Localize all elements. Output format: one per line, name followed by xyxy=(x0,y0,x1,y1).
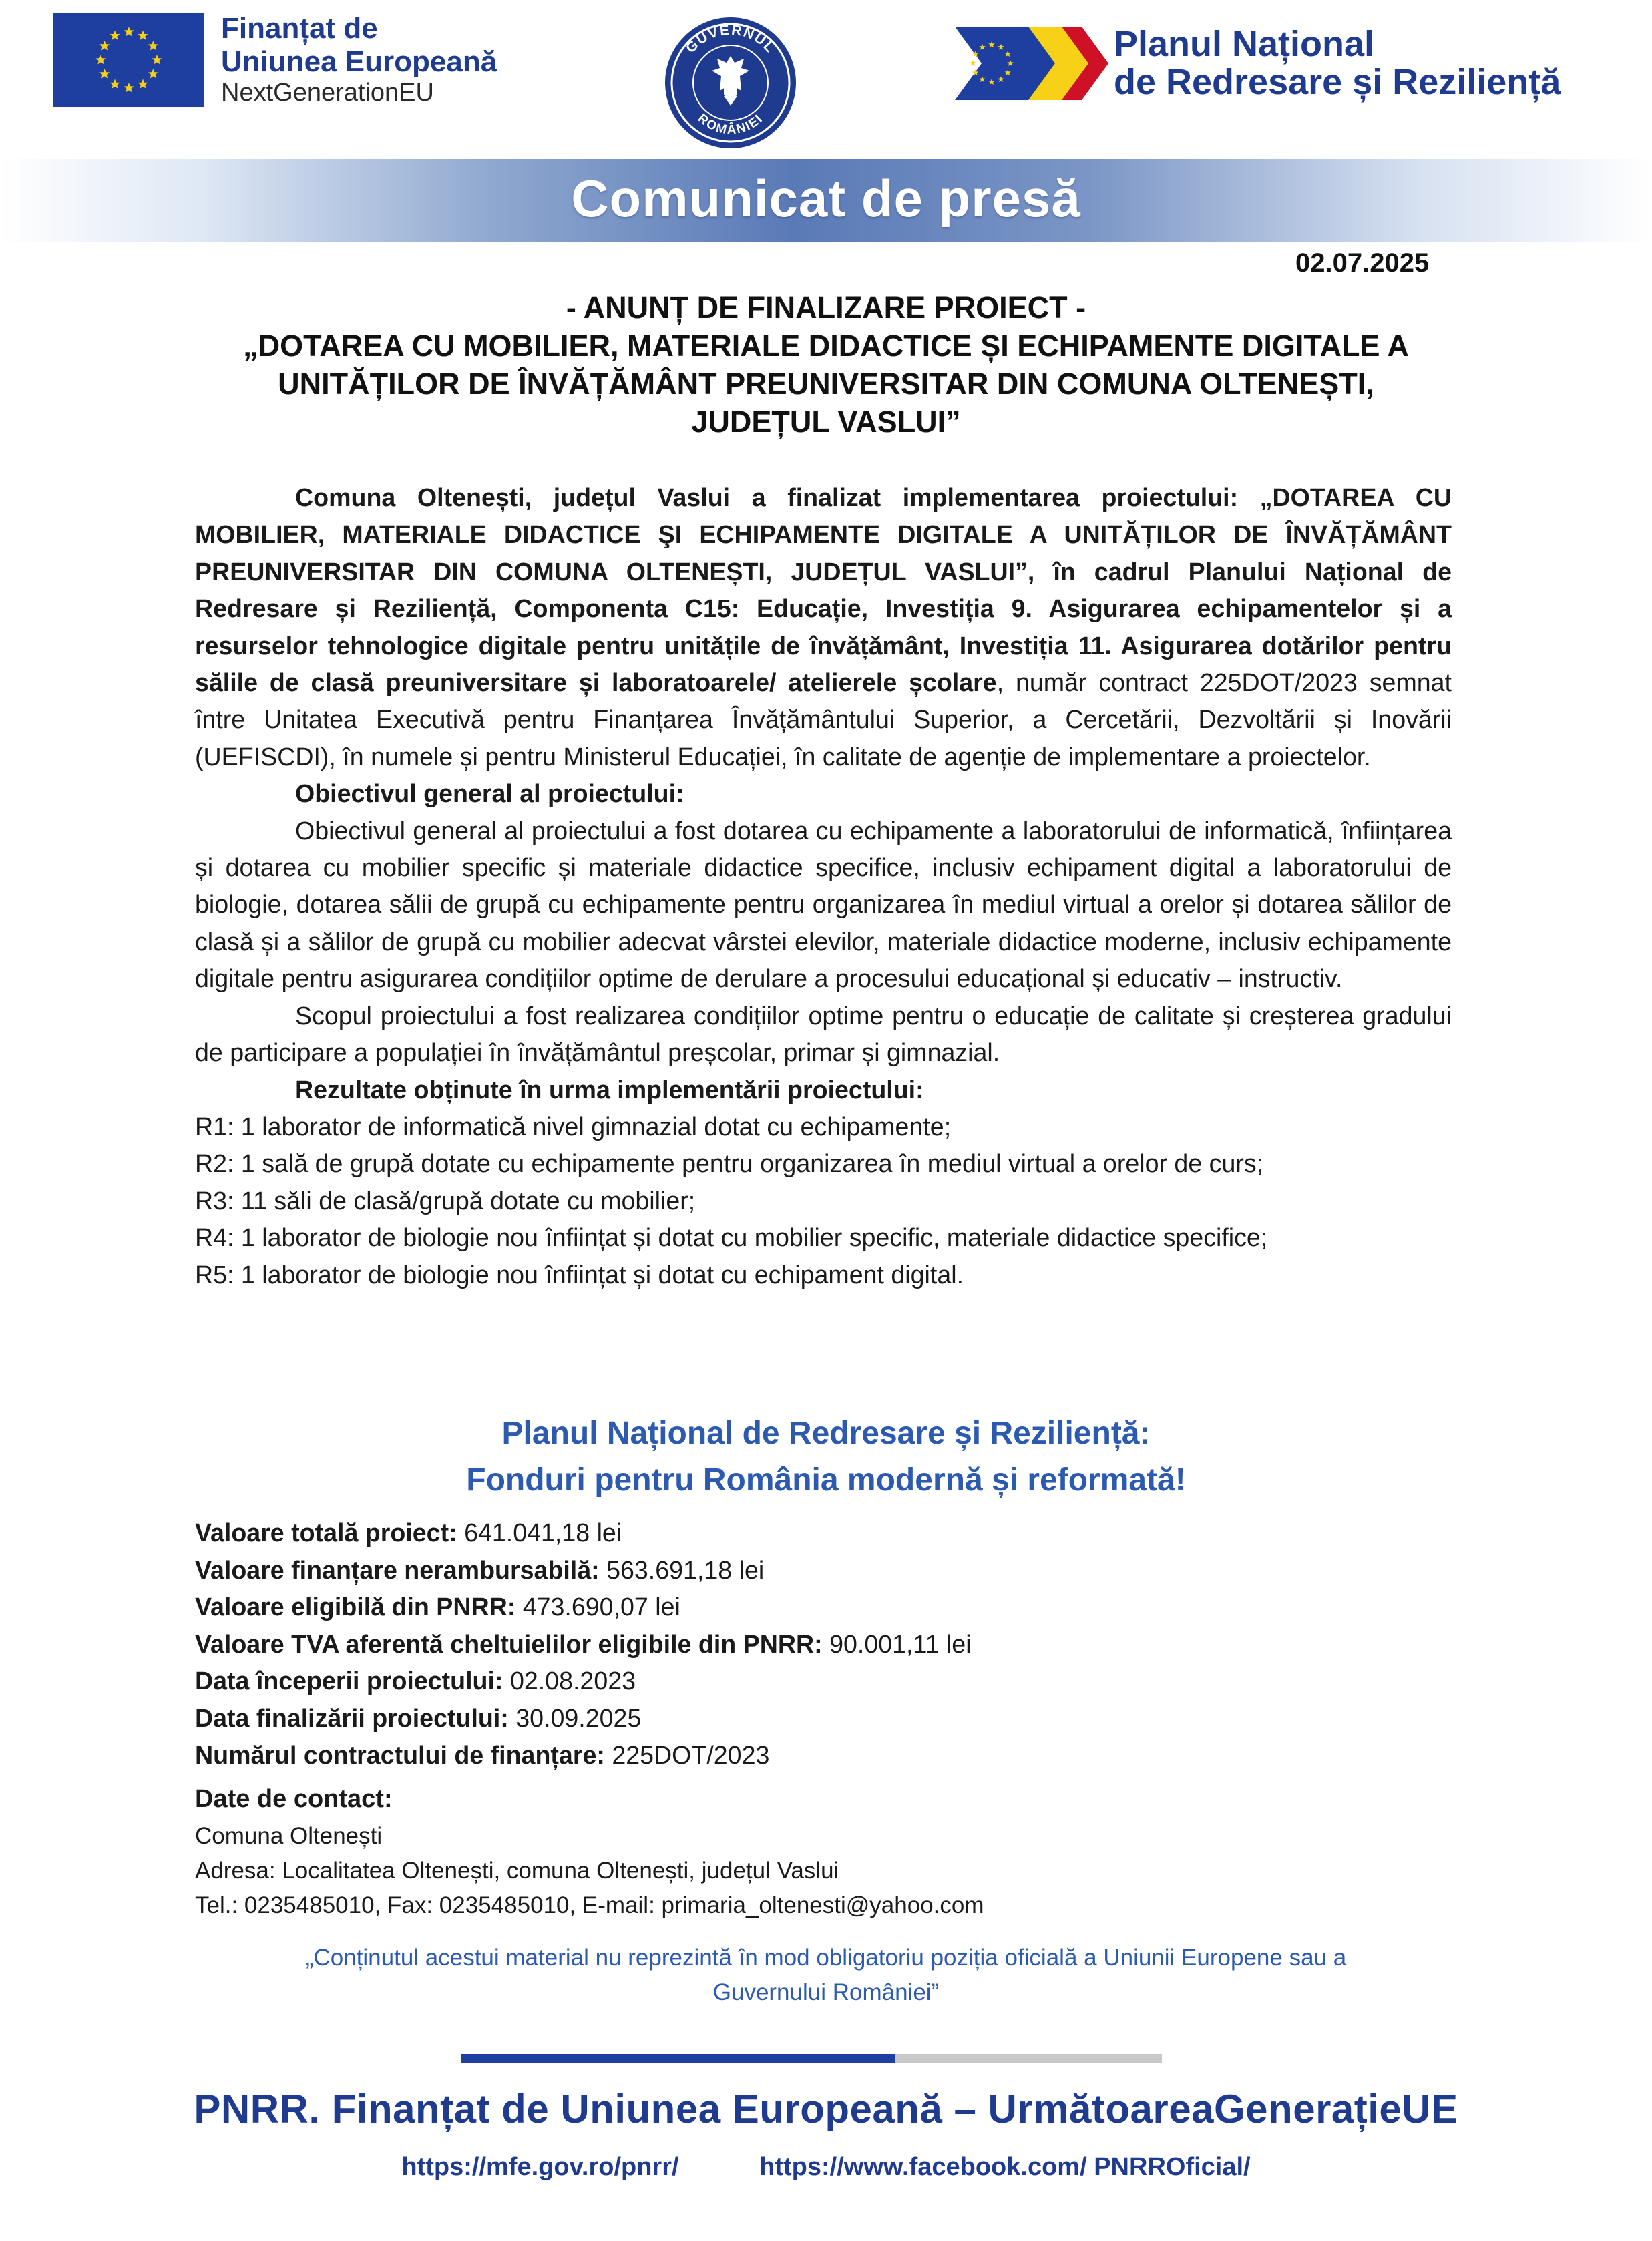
value-amount: 02.08.2023 xyxy=(509,1667,636,1695)
contact-heading: Date de contact: xyxy=(195,1785,393,1813)
contact-phones-email: Tel.: 0235485010, Fax: 0235485010, E-mail: primaria_oltenesti@yahoo.com xyxy=(195,1892,984,1918)
eu-funding-logo xyxy=(53,12,497,108)
value-label: Data finalizării proiectului: xyxy=(195,1703,509,1732)
title-line-4: JUDEȚUL VASLUI” xyxy=(691,405,961,439)
intro-bold: Comuna Oltenești, județul Vaslui a finalizat implementarea proiectului: „DOTAREA CU MOBILIER, MATERIALE DIDACTICE ŞI ECHIPAMENTE DIGITALE A UNITĂȚILOR DE ÎNVĂȚĂMÂNT PREUNIVERSITAR DIN COMUNA OLTENEȘTI, JUDEȚUL VASLUI”, în cadrul Planului Național de Redresare și Reziliență, Componenta C15: Educație, Investiția 9. Asigurarea echipamentelor și a resurselor tehnologice digitale pentru unitățile de învățământ, Investiția 11. Asigurarea dotărilor pentru sălile de clasă preuniversitare și laboratoarele/ atelierele școlare xyxy=(195,483,1452,697)
value-amount: 90.001,11 lei xyxy=(829,1629,972,1658)
eu-star xyxy=(110,79,120,88)
value-amount: 473.690,07 lei xyxy=(522,1593,680,1621)
contact-name: Comuna Oltenești xyxy=(195,1823,383,1849)
eu-logo-line3: NextGenerationEU xyxy=(221,79,434,108)
result-item-r4: R4: 1 laborator de biologie nou înființat și dotat cu mobilier specific, materiale didactice specifice; xyxy=(195,1223,1268,1252)
eu-logo-line1: Finanțat de xyxy=(221,12,378,45)
eu-star xyxy=(95,55,106,65)
value-label: Data începerii proiectului: xyxy=(195,1667,503,1695)
pnrr-logo-line2: de Redresare și Reziliență xyxy=(1114,62,1561,102)
intro-rest: , număr contract 225DOT/2023 semnat între Unitatea Executivă pentru Finanțarea Învățământului Superior, a Cercetării, Dezvoltării și Inovării (UEFISCDI), în numele și pentru Ministerul Educației, în calitate de agenție de implementare a proiectelor. xyxy=(195,668,1452,771)
value-amount: 225DOT/2023 xyxy=(612,1741,770,1769)
seal-text-bottom: ROMÂNIEI xyxy=(694,111,767,138)
results-heading: Rezultate obținute în urma implementării proiectului: xyxy=(295,1075,924,1104)
result-item-r1: R1: 1 laborator de informatică nivel gimnazial dotat cu echipamente; xyxy=(195,1112,952,1141)
results-list xyxy=(195,1108,1452,1293)
eu-star xyxy=(148,41,158,51)
value-row xyxy=(195,1626,972,1663)
value-amount: 563.691,18 lei xyxy=(606,1555,765,1584)
eu-star xyxy=(124,27,134,37)
contact-block xyxy=(195,1779,984,1923)
value-amount: 641.041,18 lei xyxy=(464,1518,622,1547)
footer-links xyxy=(0,2153,1652,2182)
result-item-r5: R5: 1 laborator de biologie nou înființat și dotat cu echipament digital. xyxy=(195,1260,964,1289)
eu-flag-icon xyxy=(53,13,204,107)
value-label: Valoare TVA aferentă cheltuielilor eligibile din PNRR: xyxy=(195,1629,823,1658)
value-row xyxy=(195,1663,972,1700)
release-date: 02.07.2025 xyxy=(1295,248,1430,278)
value-label: Numărul contractului de finanțare: xyxy=(195,1741,605,1769)
eu-star xyxy=(124,83,134,93)
footer-link-mfe[interactable]: https://mfe.gov.ro/pnrr/ xyxy=(401,2153,679,2181)
pnrr-arrow-icon xyxy=(955,20,1108,107)
eu-stars-circle xyxy=(79,20,179,100)
project-values xyxy=(195,1514,972,1774)
value-label: Valoare eligibilă din PNRR: xyxy=(195,1593,516,1621)
eu-star xyxy=(152,55,162,65)
eu-star xyxy=(970,60,976,66)
eu-star xyxy=(110,30,120,40)
pnrr-logo-line1: Planul Național xyxy=(1114,24,1375,65)
seal-text-top: GUVERNUL xyxy=(682,22,779,57)
eu-logo-line2: Uniunea Europeană xyxy=(221,45,497,79)
eu-star xyxy=(138,79,148,88)
value-row xyxy=(195,1514,972,1552)
value-row xyxy=(195,1737,972,1774)
value-row xyxy=(195,1589,972,1626)
objective-heading: Obiectivul general al proiectului: xyxy=(295,779,684,808)
slogan-line-1: Planul Național de Redresare și Reziliență: xyxy=(501,1416,1151,1451)
intro-paragraph xyxy=(195,479,1452,775)
eu-star xyxy=(148,69,158,79)
scope-paragraph: Scopul proiectului a fost realizarea condițiilor optime pentru o educație de calitate și creșterea gradului de participare a populației în învățământul preșcolar, primar și gimnazial. xyxy=(195,1001,1452,1067)
pnrr-slogan xyxy=(0,1410,1652,1504)
page-title xyxy=(167,288,1485,441)
disclaimer xyxy=(200,1941,1452,2010)
value-row xyxy=(195,1700,972,1738)
eu-star xyxy=(99,41,110,51)
value-label: Valoare totală proiect: xyxy=(195,1518,457,1547)
footer-divider xyxy=(461,2054,1162,2063)
slogan-line-2: Fonduri pentru România modernă și reformată! xyxy=(466,1462,1186,1498)
pnrr-logo xyxy=(955,20,1561,107)
disclaimer-line-1: „Conținutul acestui material nu reprezintă în mod obligatoriu poziția oficială a Uniunii Europene sau a xyxy=(305,1945,1347,1971)
disclaimer-line-2: Guvernului României” xyxy=(712,1979,940,2005)
title-line-1: - ANUNȚ DE FINALIZARE PROIECT - xyxy=(566,290,1086,325)
eu-star xyxy=(99,69,110,79)
romanian-government-seal xyxy=(662,15,799,151)
body-text xyxy=(195,479,1452,1293)
footer-title: PNRR. Finanțat de Uniunea Europeană – UrmătoareaGenerațieUE xyxy=(194,2087,1458,2131)
title-line-2: „DOTAREA CU MOBILIER, MATERIALE DIDACTICE ȘI ECHIPAMENTE DIGITALE A xyxy=(243,329,1409,363)
value-row xyxy=(195,1552,972,1589)
eu-star xyxy=(138,30,148,40)
banner-title: Comunicat de presă xyxy=(571,169,1081,228)
title-line-3: UNITĂȚILOR DE ÎNVĂȚĂMÂNT PREUNIVERSITAR DIN COMUNA OLTENEȘTI, xyxy=(278,367,1374,401)
contact-address: Adresa: Localitatea Oltenești, comuna Oltenești, județul Vaslui xyxy=(195,1858,839,1884)
value-amount: 30.09.2025 xyxy=(515,1703,642,1732)
press-release-banner xyxy=(0,159,1652,242)
result-item-r2: R2: 1 sală de grupă dotate cu echipamente pentru organizarea în mediul virtual a orelor de curs; xyxy=(195,1149,1264,1178)
footer-link-facebook[interactable]: https://www.facebook.com/ PNRROficial/ xyxy=(759,2153,1251,2181)
objective-paragraph: Obiectivul general al proiectului a fost dotarea cu echipamente a laboratorului de informatică, înființarea și dotarea cu mobilier specific și materiale didactice specifice, inclusiv echipament digital a laboratorului de biologie, dotarea sălii de grupă cu echipamente pentru organizarea în mediul virtual a orelor și dotarea sălilor de clasă și a sălilor de grupă cu mobilier adecvat vârstei elevilor, materiale didactice moderne, inclusiv echipamente digitale pentru asigurarea condițiilor optime de derulare a procesului educațional și educativ – instructiv. xyxy=(195,816,1452,993)
value-label: Valoare finanțare nerambursabilă: xyxy=(195,1555,600,1584)
result-item-r3: R3: 11 săli de clasă/grupă dotate cu mobilier; xyxy=(195,1186,696,1215)
